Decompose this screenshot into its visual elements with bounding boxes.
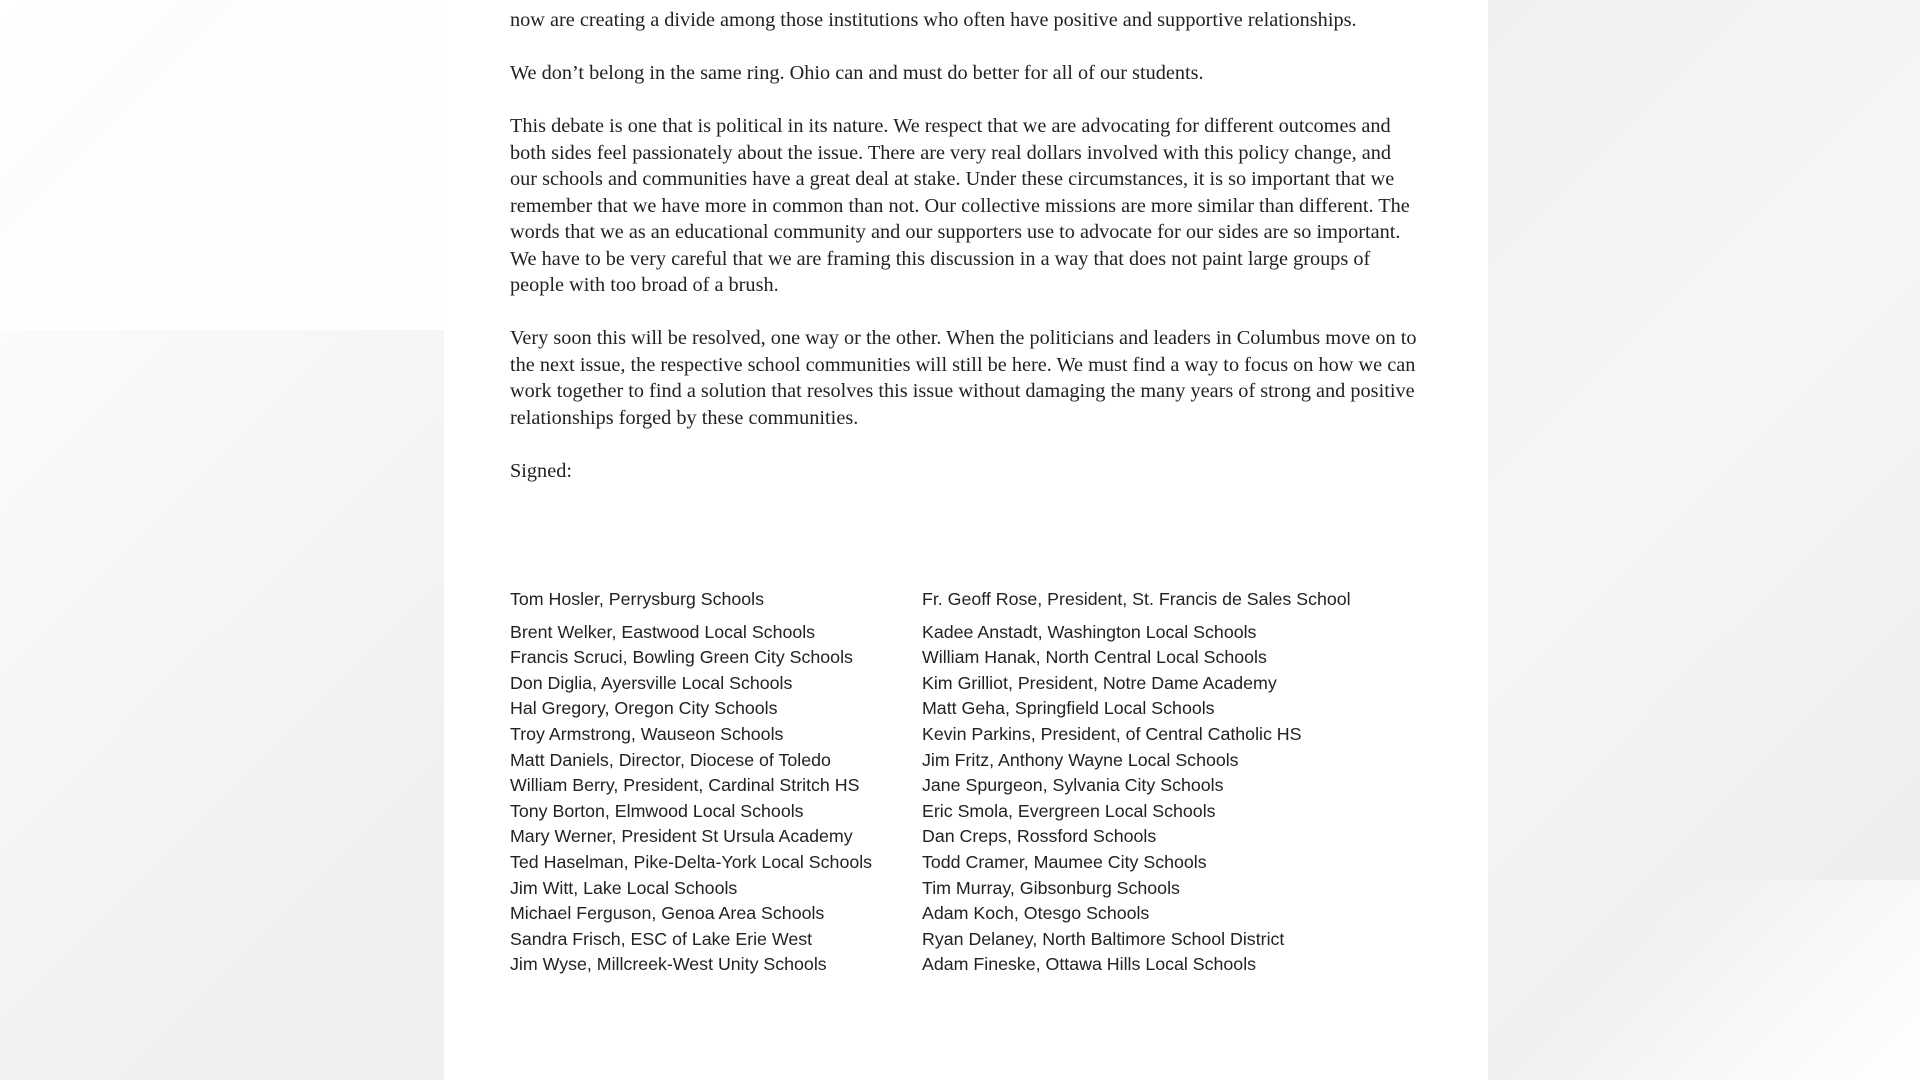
signer-name: Kevin Parkins, President, of Central Catholic HS (922, 723, 1302, 744)
signer-name: Michael Ferguson, Genoa Area Schools (510, 903, 825, 924)
signer-name: Kadee Anstadt, Washington Local Schools (922, 621, 1257, 642)
letter-paragraph: We don’t belong in the same ring. Ohio can and must do better for all of our students. (510, 62, 1204, 84)
signer-name: Matt Geha, Springfield Local Schools (922, 698, 1215, 719)
signer-name: Troy Armstrong, Wauseon Schools (510, 723, 784, 744)
background-diagonal-shape (0, 0, 450, 330)
signer-name: Tom Hosler, Perrysburg Schools (510, 589, 764, 609)
signer-row (510, 722, 1470, 748)
signer-name: Tony Borton, Elmwood Local Schools (510, 800, 804, 821)
signer-name: Adam Fineske, Ottawa Hills Local Schools (922, 954, 1257, 975)
signer-list (510, 587, 1470, 978)
letter-paragraph: now are creating a divide among those institutions who often have positive and supportive relationships. (510, 9, 1357, 31)
signer-name: William Hanak, North Central Local Schools (922, 647, 1267, 668)
letter-paragraph: This debate is one that is political in its nature. We respect that we are advocating for different outcomes and both sides feel passionately about the issue. There are very real dollars involved with this policy change, and our schools and communities have a great deal at stake. Under these circumstances, it is so important that we remember that we have more in common than not. Our collective missions are more similar than different. The words that we as an educational community and our supporters use to advocate for our sides are so important. We have to be very careful that we are framing this discussion in a way that does not paint large groups of people with too broad of a brush. (510, 115, 1410, 296)
signer-name: Brent Welker, Eastwood Local Schools (510, 621, 816, 642)
signer-name: Jane Spurgeon, Sylvania City Schools (922, 775, 1224, 796)
signer-row (510, 587, 1470, 613)
signer-name: Matt Daniels, Director, Diocese of Toledo (510, 749, 831, 770)
signer-name: Fr. Geoff Rose, President, St. Francis de Sales School (922, 589, 1351, 609)
signer-name: Ted Haselman, Pike-Delta-York Local Schools (510, 851, 873, 872)
signer-row (510, 927, 1470, 953)
signer-name: Todd Cramer, Maumee City Schools (922, 851, 1207, 872)
signer-row (510, 824, 1470, 850)
signer-row (510, 850, 1470, 876)
signer-name: Adam Koch, Otesgo Schools (922, 903, 1150, 924)
signer-row (510, 799, 1470, 825)
signer-name: Sandra Frisch, ESC of Lake Erie West (510, 928, 813, 949)
signer-name: Kim Grilliot, President, Notre Dame Academy (922, 672, 1277, 693)
signer-row (510, 671, 1470, 697)
signer-row (510, 645, 1470, 671)
signer-name: William Berry, President, Cardinal Stritch HS (510, 775, 860, 796)
signer-name: Dan Creps, Rossford Schools (922, 826, 1157, 847)
signer-name: Jim Fritz, Anthony Wayne Local Schools (922, 749, 1239, 770)
signer-name: Don Diglia, Ayersville Local Schools (510, 672, 793, 693)
signer-name: Jim Witt, Lake Local Schools (510, 877, 738, 898)
signer-name: Jim Wyse, Millcreek-West Unity Schools (510, 954, 827, 975)
signer-row (510, 952, 1470, 978)
background-corner-shape (1490, 880, 1920, 1080)
signer-name: Francis Scruci, Bowling Green City Schools (510, 647, 853, 668)
signer-row (510, 773, 1470, 799)
document-page (444, 0, 1488, 1080)
signer-name: Tim Murray, Gibsonburg Schools (922, 877, 1180, 898)
signer-name: Ryan Delaney, North Baltimore School District (922, 928, 1285, 949)
letter-body (510, 7, 1420, 484)
signer-row (510, 620, 1470, 646)
signer-row (510, 901, 1470, 927)
signer-row (510, 748, 1470, 774)
letter-paragraph: Very soon this will be resolved, one way or the other. When the politicians and leaders in Columbus move on to the next issue, the respective school communities will still be here. We must find a way to focus on how we can work together to find a solution that resolves this issue without damaging the many years of strong and positive relationships forged by these communities. (510, 327, 1417, 429)
signed-label: Signed: (510, 459, 572, 482)
signer-row (510, 696, 1470, 722)
signer-name: Eric Smola, Evergreen Local Schools (922, 800, 1216, 821)
signer-name: Mary Werner, President St Ursula Academy (510, 826, 853, 847)
signer-name: Hal Gregory, Oregon City Schools (510, 698, 778, 719)
signer-row (510, 876, 1470, 902)
